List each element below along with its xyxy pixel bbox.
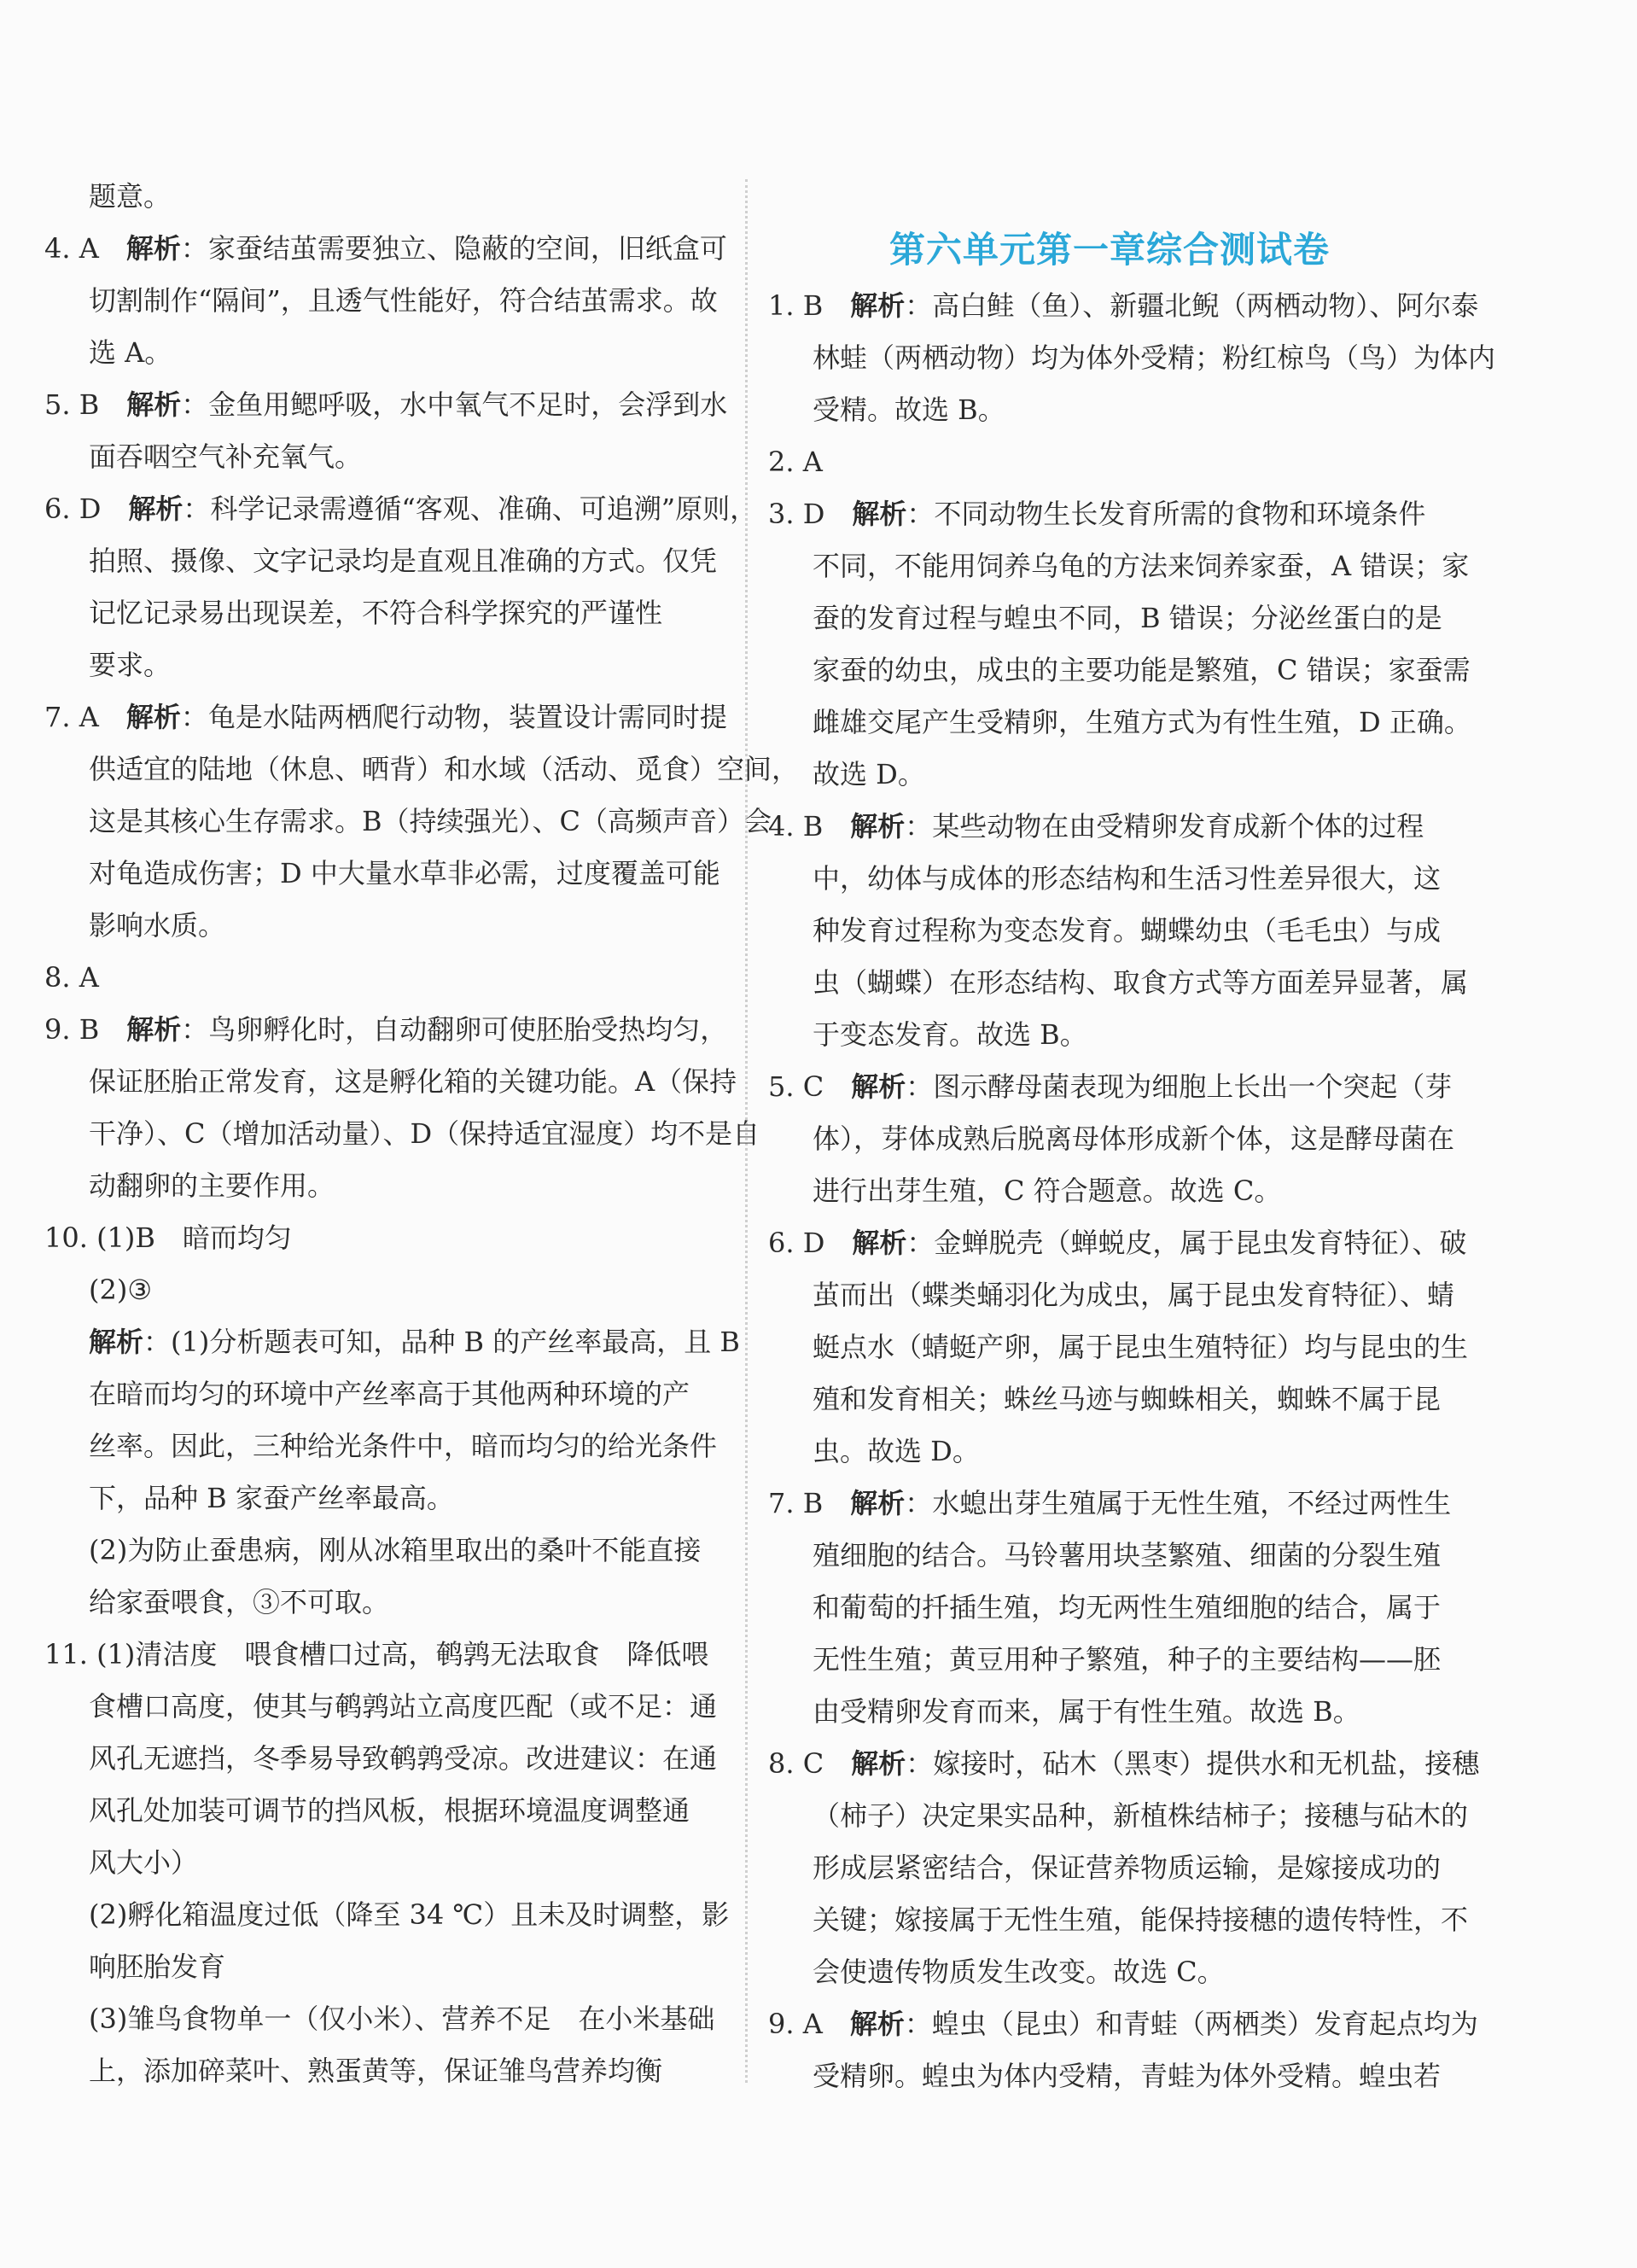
answer-r8 — [768, 1738, 1480, 1998]
text-line: 风孔无遮挡，冬季易导致鹌鹑受凉。改进建议：在通 — [89, 1742, 718, 1775]
text: ：龟是水陆两栖爬行动物，装置设计需同时提 — [180, 701, 727, 733]
answer-number: 9. A — [768, 2008, 823, 2040]
text-line: 记忆记录易出现误差，不符合科学探究的严谨性 — [89, 597, 663, 629]
answer-number: 11. (1)清洁度 喂食槽口过高，鹌鹑无法取食 降低喂 — [44, 1638, 709, 1670]
answer-number: 3. D — [768, 498, 825, 530]
answer-number: 7. A — [44, 701, 99, 733]
text-line: (2)孵化箱温度过低（降至 34 ℃）且未及时调整，影 — [89, 1898, 730, 1931]
answer-r6 — [768, 1217, 1469, 1478]
text-line: 受精。故选 B。 — [813, 394, 1005, 426]
text-line: 中，幼体与成体的形态结构和生活习性差异很大，这 — [813, 862, 1442, 895]
text-line: (3)雏鸟食物单一（仅小米）、营养不足 在小米基础 — [89, 2003, 715, 2035]
text-line: 对龟造成伤害；D 中大量水草非必需，过度覆盖可能 — [89, 857, 720, 889]
text-line: 在暗而均匀的环境中产丝率高于其他两种环境的产 — [89, 1378, 690, 1410]
answer-r9 — [768, 1998, 1478, 2102]
analysis-label: 解析 — [850, 289, 906, 322]
analysis-label: 解析 — [850, 1487, 906, 1519]
text-line: 茧而出（蝶类蛹羽化为成虫，属于昆虫发育特征）、蜻 — [813, 1279, 1455, 1311]
text-line: 家蚕的幼虫，成虫的主要功能是繁殖，C 错误；家蚕需 — [813, 654, 1471, 686]
text: ：鸟卵孵化时，自动翻卵可使胚胎受热均匀， — [181, 1013, 728, 1046]
answer-8 — [44, 952, 727, 1004]
text-line: 虫。故选 D。 — [813, 1435, 980, 1467]
text-line: 殖细胞的结合。马铃薯用块茎繁殖、细菌的分裂生殖 — [813, 1539, 1442, 1571]
text-line: 蜓点水（蜻蜓产卵，属于昆虫生殖特征）均与昆虫的生 — [813, 1331, 1469, 1363]
text-line: 虫（蝴蝶）在形态结构、取食方式等方面差异显著，属 — [813, 966, 1469, 999]
analysis-label: 解析 — [852, 498, 907, 530]
text-line: 切割制作“隔间”，且透气性能好，符合结茧需求。故 — [89, 284, 718, 317]
answer-r1 — [768, 280, 1496, 436]
answer-4 — [44, 223, 727, 379]
text: ：金蝉脱壳（蝉蜕皮，属于昆虫发育特征）、破 — [906, 1227, 1467, 1259]
text: ：科学记录需遵循“客观、准确、可追溯”原则， — [183, 493, 758, 525]
text-line: 题意。 — [89, 180, 172, 213]
answer-r4 — [768, 801, 1469, 1061]
answer-5 — [44, 379, 727, 483]
analysis-label: 解析 — [851, 1070, 906, 1103]
text-line: 关键；嫁接属于无性生殖，能保持接穗的遗传特性，不 — [813, 1904, 1469, 1936]
answer-6 — [44, 483, 758, 691]
text-line: 无性生殖；黄豆用种子繁殖，种子的主要结构——胚 — [813, 1643, 1442, 1676]
text-line: 于变态发育。故选 B。 — [813, 1018, 1087, 1051]
answer-number: 8. A — [44, 961, 99, 994]
text-line: 影响水质。 — [89, 909, 226, 942]
analysis-label: 解析 — [851, 1747, 906, 1780]
text-line: 形成层紧密结合，保证营养物质运输，是嫁接成功的 — [813, 1851, 1442, 1884]
analysis-label: 解析 — [89, 1326, 144, 1358]
analysis-label: 解析 — [128, 493, 184, 525]
text-line: 保证胚胎正常发育，这是孵化箱的关键功能。A（保持 — [89, 1065, 737, 1098]
answer-r3 — [768, 488, 1471, 801]
right-column — [768, 171, 1496, 2102]
text: ：图示酵母菌表现为细胞上长出一个突起（芽 — [906, 1070, 1453, 1103]
text-line: 拍照、摄像、文字记录均是直观且准确的方式。仅凭 — [89, 545, 718, 577]
answer-number: 4. A — [44, 232, 99, 265]
text: ：(1)分析题表可知，品种 B 的产丝率最高，且 B — [143, 1326, 740, 1358]
answer-number: 8. C — [768, 1747, 824, 1780]
text-line: 雌雄交尾产生受精卵，生殖方式为有性生殖，D 正确。 — [813, 706, 1471, 738]
answer-number: 6. D — [768, 1227, 825, 1259]
text-line: 动翻卵的主要作用。 — [89, 1169, 335, 1202]
text-line: 响胚胎发育 — [89, 1950, 226, 1983]
answer-number: 5. B — [44, 388, 100, 421]
text-line: 会使遗传物质发生改变。故选 C。 — [813, 1956, 1225, 1988]
analysis-label: 解析 — [850, 810, 906, 842]
answer-number: 1. B — [768, 289, 824, 322]
text-line: （柿子）决定果实品种，新植株结柿子；接穗与砧木的 — [813, 1799, 1469, 1832]
answer-10 — [44, 1212, 740, 1629]
text: ：高白鲑（鱼）、新疆北鲵（两栖动物）、阿尔泰 — [905, 289, 1479, 322]
analysis-label: 解析 — [125, 232, 181, 265]
text-line: 上，添加碎菜叶、熟蛋黄等，保证雏鸟营养均衡 — [89, 2055, 663, 2087]
answer-number: 4. B — [768, 810, 824, 842]
analysis-label: 解析 — [852, 1227, 907, 1259]
text-line: 给家蚕喂食，③不可取。 — [89, 1586, 390, 1618]
section-title: 第六单元第一章综合测试卷 — [888, 229, 1330, 271]
text-line: 由受精卵发育而来，属于有性生殖。故选 B。 — [813, 1695, 1360, 1728]
text: ：不同动物生长发育所需的食物和环境条件 — [906, 498, 1426, 530]
text-line: 下，品种 B 家蚕产丝率最高。 — [89, 1482, 454, 1514]
text-line: 蚕的发育过程与蝗虫不同，B 错误；分泌丝蛋白的是 — [813, 602, 1442, 634]
text-line: 不同，不能用饲养乌龟的方法来饲养家蚕，A 错误；家 — [813, 550, 1470, 582]
text-line: 故选 D。 — [813, 758, 925, 790]
answer-9 — [44, 1004, 760, 1212]
text: ：某些动物在由受精卵发育成新个体的过程 — [905, 810, 1424, 842]
answer-number: 7. B — [768, 1487, 824, 1519]
analysis-label: 解析 — [849, 2008, 905, 2040]
text-line: 风大小） — [89, 1846, 199, 1879]
text-line: 这是其核心生存需求。B（持续强光）、C（高频声音）会 — [89, 805, 772, 837]
analysis-label: 解析 — [126, 1013, 182, 1046]
answer-number: 6. D — [44, 493, 102, 525]
text: ：蝗虫（昆虫）和青蛙（两栖类）发育起点均为 — [904, 2008, 1478, 2040]
text: ：水螅出芽生殖属于无性生殖，不经过两性生 — [905, 1487, 1452, 1519]
answer-number: 2. A — [768, 446, 823, 478]
text: ：嫁接时，砧木（黑枣）提供水和无机盐，接穗 — [906, 1747, 1480, 1780]
text-line: 面吞咽空气补充氧气。 — [89, 440, 363, 473]
text-line: 受精卵。蝗虫为体内受精，青蛙为体外受精。蝗虫若 — [813, 2060, 1442, 2092]
text-line: (2)③ — [89, 1274, 153, 1306]
text-line: 要求。 — [89, 649, 172, 681]
answer-number: 5. C — [768, 1070, 824, 1103]
answer-11 — [44, 1629, 730, 2097]
answer-r5 — [768, 1061, 1455, 1217]
text-line: 进行出芽生殖，C 符合题意。故选 C。 — [813, 1175, 1282, 1207]
text-line: 选 A。 — [89, 336, 172, 369]
answer-r7 — [768, 1478, 1451, 1738]
text-line: 食槽口高度，使其与鹌鹑站立高度匹配（或不足：通 — [89, 1690, 718, 1723]
text-line: 丝率。因此，三种给光条件中，暗而均匀的给光条件 — [89, 1430, 718, 1462]
text-line: 供适宜的陆地（休息、晒背）和水域（活动、觅食）空间， — [89, 753, 800, 785]
text-line: (2)为防止蚕患病，刚从冰箱里取出的桑叶不能直接 — [89, 1534, 702, 1566]
answer-number: 9. B — [44, 1013, 100, 1046]
text-line: 和葡萄的扦插生殖，均无两性生殖细胞的结合，属于 — [813, 1591, 1442, 1624]
text: ：金鱼用鳃呼吸，水中氧气不足时，会浮到水 — [181, 388, 728, 421]
text: ：家蚕结茧需要独立、隐蔽的空间，旧纸盒可 — [180, 232, 727, 265]
answer-number: 10. (1)B 暗而均匀 — [44, 1221, 292, 1254]
text-line: 种发育过程称为变态发育。蝴蝶幼虫（毛毛虫）与成 — [813, 914, 1442, 947]
text-line: 殖和发育相关；蛛丝马迹与蜘蛛相关，蜘蛛不属于昆 — [813, 1383, 1442, 1415]
text-line: 体），芽体成熟后脱离母体形成新个体，这是酵母菌在 — [813, 1122, 1455, 1155]
answer-r2 — [768, 436, 1451, 488]
analysis-label: 解析 — [126, 388, 182, 421]
analysis-label: 解析 — [125, 701, 181, 733]
text-line: 风孔处加装可调节的挡风板，根据环境温度调整通 — [89, 1794, 690, 1827]
text-line: 林蛙（两栖动物）均为体外受精；粉红椋鸟（鸟）为体内 — [813, 341, 1496, 374]
text-line: 干净）、C（增加活动量）、D（保持适宜湿度）均不是自 — [89, 1117, 760, 1150]
